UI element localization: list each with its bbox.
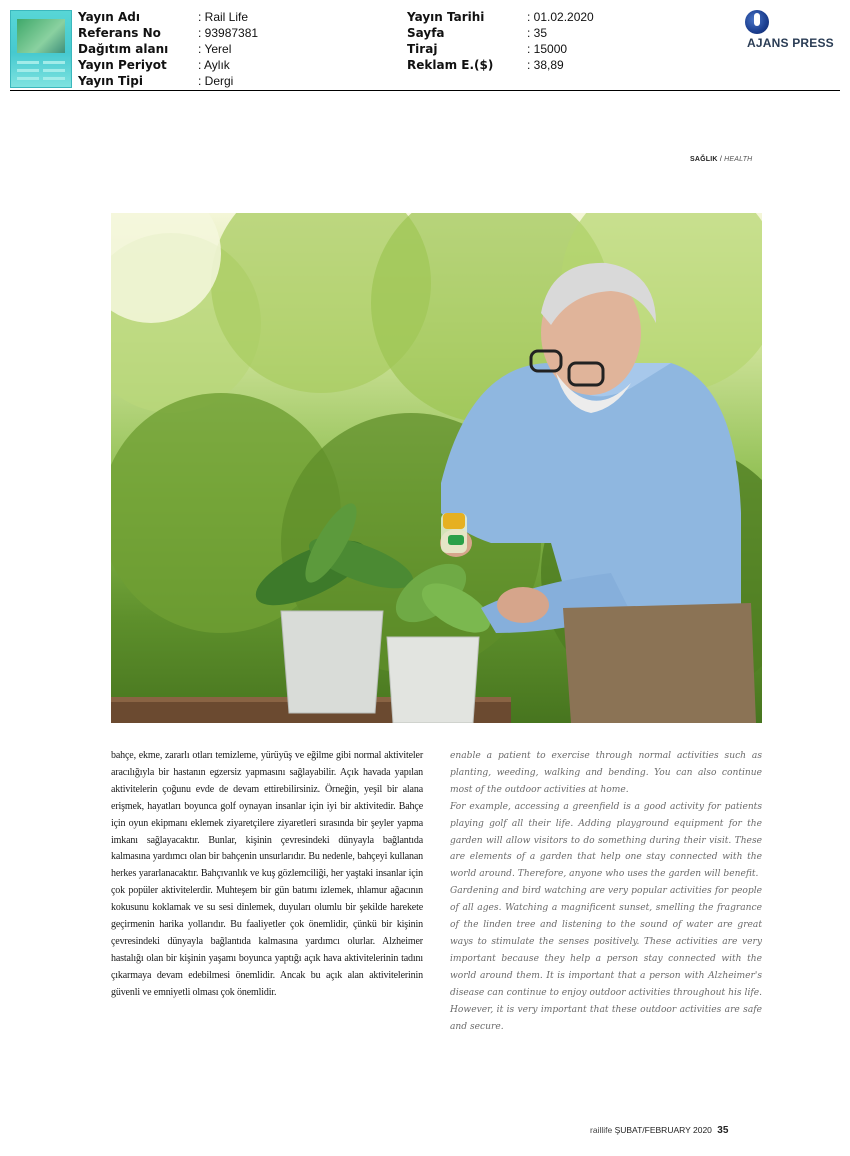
- meta-value: : 35: [527, 26, 548, 40]
- meta-row: [78, 41, 258, 57]
- meta-value: : 01.02.2020: [527, 10, 594, 24]
- meta-label: Tiraj: [407, 42, 438, 56]
- footer-brand: raillife: [590, 1125, 613, 1135]
- meta-label: Dağıtım alanı: [78, 42, 169, 56]
- section-tag-separator: /: [719, 156, 722, 163]
- meta-label: Yayın Tarihi: [407, 10, 485, 24]
- section-tag: [690, 156, 752, 163]
- meta-value: : Rail Life: [198, 10, 249, 24]
- meta-label: Reklam E.($): [407, 58, 494, 72]
- meta-label: Yayın Periyot: [78, 58, 167, 72]
- meta-label: Yayın Tipi: [78, 74, 143, 88]
- meta-row: [78, 73, 258, 89]
- english-paragraph: For example, accessing a greenfield is a good activity for patients playing golf all their life. Adding playground equipment for the garden will allow visitors to do something during their visit. These are elements of a garden that help one stay connected with the world around. Therefore, anyone who uses the garden will benefit.: [450, 801, 762, 880]
- publication-thumbnail: [10, 10, 72, 88]
- meta-value: : Yerel: [198, 42, 232, 56]
- thumbnail-text-line: [17, 61, 39, 64]
- thumbnail-photo: [17, 19, 65, 53]
- meta-row: [407, 9, 594, 25]
- meta-label: Referans No: [78, 26, 161, 40]
- article-text-english: [450, 748, 762, 1035]
- meta-value: : 93987381: [198, 26, 259, 40]
- thumbnail-text-line: [43, 69, 65, 72]
- publication-meta-right: [407, 9, 594, 73]
- section-tag-en: HEALTH: [724, 156, 753, 163]
- meta-value: : Dergi: [198, 74, 234, 88]
- thumbnail-text-line: [17, 77, 39, 80]
- header-divider: [10, 90, 840, 91]
- meta-row: [407, 57, 594, 73]
- thumbnail-text-line: [43, 77, 65, 80]
- meta-label: Sayfa: [407, 26, 445, 40]
- logo-text: AJANS PRESS: [747, 36, 834, 50]
- garden-illustration: [111, 213, 762, 723]
- meta-row: [78, 25, 258, 41]
- turkish-paragraph: bahçe, ekme, zararlı otları temizleme, yürüyüş ve eğilme gibi normal aktiviteler aracılığıyla bir hastanın egzersiz yapmasını sağlayabilir. Açık havada yapılan aktivitelerin çoğunu evde de devam ettirebilirsiniz. Örneğin, yeşil bir alana erişmek, hayatları boyunca golf oynayan insanlar için iyi bir aktivitedir. Bahçe için oyun ekipmanı eklemek ziyaretçilere ziyaretleri sırasında bir şeyler yapma imkanı sağlayacaktır. Bunlar, kişinin çevresindeki dünyayla bağlantıda kalmasına yardımcı olan bir bahçenin unsurlarıdır. Bu nedenle, bahçeyi kullanan herkes yararlanacaktır. Bahçıvanlık ve kuş gözlemciliği, her yaştaki insanlar için çok popüler aktivitelerdir. Muhteşem bir gün batımı izlemek, ıhlamur ağacının kokusunu koklamak ve su sesi dinlemek, duyuları olumlu bir şekilde harekete geçirmenin harika yollarıdır. Bu faaliyetler çok önemlidir, çünkü bir kişinin çevresindeki dünyayla bağlantıda kalmasına yardımcı olurlar. Alzheimer hastalığı olan bir kişinin yaşamı boyunca yaptığı açık hava aktivitelerinin tadını çıkarmaya devam edebilmesi önemlidir. Ancak bu açık alan aktivitelerinin güvenli ve emniyetli olması çok önemlidir.: [111, 750, 423, 998]
- english-paragraph: enable a patient to exercise through normal activities such as planting, weeding, walking and bending. You can also continue most of the outdoor activities at home.: [450, 751, 762, 795]
- meta-row: [78, 57, 258, 73]
- meta-row: [407, 41, 594, 57]
- page-footer: [590, 1125, 728, 1136]
- footer-month: ŞUBAT/FEBRUARY 2020: [614, 1125, 712, 1135]
- page-number: 35: [717, 1125, 729, 1136]
- article-photo: [111, 213, 762, 723]
- ajans-press-logo: [745, 10, 841, 50]
- meta-row: [78, 9, 258, 25]
- article-text-turkish: [111, 748, 423, 1002]
- meta-value: : Aylık: [198, 58, 230, 72]
- thumbnail-text-line: [43, 61, 65, 64]
- section-tag-tr: SAĞLIK: [690, 156, 718, 163]
- english-paragraph: Gardening and bird watching are very popular activities for people of all ages. Watching a magnificent sunset, smelling the fragrance of the linden tree and listening to the sound of water are great ways to stimulate the senses positively. These activities are very important because they help a person stay connected with the world around them. It is important that a person with Alzheimer's disease can continue to enjoy outdoor activities throughout his life. However, it is very important that these outdoor activities are safe and secure.: [450, 886, 762, 1032]
- thumbnail-text-line: [17, 69, 39, 72]
- meta-value: : 38,89: [527, 58, 564, 72]
- meta-label: Yayın Adı: [78, 10, 140, 24]
- logo-mark-icon: [745, 10, 769, 34]
- meta-row: [407, 25, 594, 41]
- publication-meta-left: [78, 9, 258, 89]
- meta-value: : 15000: [527, 42, 568, 56]
